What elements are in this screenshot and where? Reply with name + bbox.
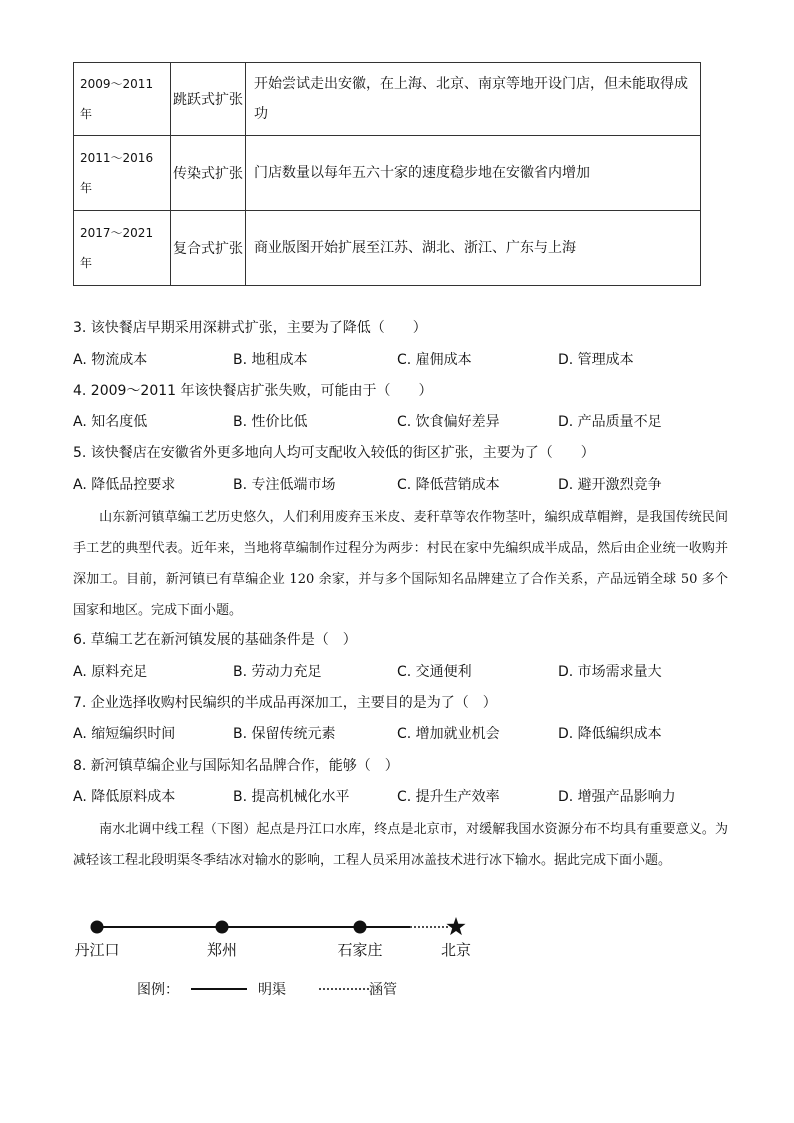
option-b: B. 地租成本 <box>233 352 308 368</box>
passage-1-text: 山东新河镇草编工艺历史悠久，人们利用废弃玉米皮、麦秆草等农作物茎叶，编织成草帽辫，是我国传统民间手工艺的典型代表。近年来，当地将草编制作过程分为两步：村民在家中先编织成半成品，然后由企业统一收购并深加工。目前，新河镇已有草编企业 120 余家，并与多个国际知名品牌建立了合作关系，产品远销全球 50 多个国家和地区。完成下面小题。 <box>73 510 728 618</box>
desc-cell: 门店数量以每年五六十家的速度稳步地在安徽省内增加 <box>246 136 701 211</box>
legend-canal-label: 明渠 <box>258 982 286 998</box>
question-3-options <box>73 350 713 370</box>
dotted-line-icon <box>319 986 369 992</box>
city-label: 北京 <box>440 941 472 959</box>
legend-title: 图例： <box>137 982 179 998</box>
option-c: C. 饮食偏好差异 <box>397 414 500 430</box>
option-a: A. 降低原料成本 <box>73 789 176 805</box>
desc-cell: 开始尝试走出安徽，在上海、北京、南京等地开设门店，但未能取得成功 <box>246 63 701 136</box>
city-dot-danjiangkou <box>91 921 104 934</box>
period-cell: 2011～2016年 <box>74 136 171 211</box>
option-a: A. 知名度低 <box>73 414 148 430</box>
city-label: 丹江口 <box>74 941 120 959</box>
question-8-options <box>73 787 713 807</box>
route-diagram <box>60 905 480 965</box>
option-d: D. 降低编织成本 <box>558 726 662 742</box>
question-6-options <box>73 662 713 682</box>
type-cell: 传染式扩张 <box>171 136 246 211</box>
beijing-star-icon <box>446 917 465 935</box>
map-legend <box>137 980 437 1002</box>
solid-line-icon <box>191 986 247 992</box>
option-d: D. 增强产品影响力 <box>558 789 676 805</box>
option-b: B. 劳动力充足 <box>233 664 322 680</box>
table-row <box>74 136 701 211</box>
reading-passage-2 <box>73 814 728 876</box>
expansion-table <box>73 62 701 286</box>
legend-pipe-label: 涵管 <box>369 982 397 998</box>
option-d: D. 市场需求量大 <box>558 664 662 680</box>
option-c: C. 增加就业机会 <box>397 726 500 742</box>
option-a: A. 降低品控要求 <box>73 477 176 493</box>
option-d: D. 产品质量不足 <box>558 414 662 430</box>
city-dot-zhengzhou <box>216 921 229 934</box>
option-b: B. 专注低端市场 <box>233 477 336 493</box>
question-3-stem: 3. 该快餐店早期采用深耕式扩张，主要为了降低（ ） <box>73 320 427 336</box>
period-cell: 2017～2021年 <box>74 211 171 286</box>
option-a: A. 缩短编织时间 <box>73 726 176 742</box>
type-cell: 复合式扩张 <box>171 211 246 286</box>
question-5-options <box>73 475 713 495</box>
city-label: 郑州 <box>206 941 238 959</box>
option-c: C. 雇佣成本 <box>397 352 472 368</box>
type-cell: 跳跃式扩张 <box>171 63 246 136</box>
desc-cell: 商业版图开始扩展至江苏、湖北、浙江、广东与上海 <box>246 211 701 286</box>
option-a: A. 原料充足 <box>73 664 148 680</box>
table-row <box>74 63 701 136</box>
option-d: D. 管理成本 <box>558 352 634 368</box>
city-label: 石家庄 <box>337 941 383 959</box>
period-cell: 2009～2011年 <box>74 63 171 136</box>
table-row <box>74 211 701 286</box>
question-4-stem: 4. 2009～2011 年该快餐店扩张失败，可能由于（ ） <box>73 383 433 399</box>
option-c: C. 交通便利 <box>397 664 472 680</box>
option-d: D. 避开激烈竞争 <box>558 477 662 493</box>
question-6-stem: 6. 草编工艺在新河镇发展的基础条件是（ ） <box>73 632 357 648</box>
question-7-stem: 7. 企业选择收购村民编织的半成品再深加工，主要目的是为了（ ） <box>73 695 497 711</box>
passage-2-text: 南水北调中线工程（下图）起点是丹江口水库，终点是北京市，对缓解我国水资源分布不均具有重要意义。为减轻该工程北段明渠冬季结冰对输水的影响，工程人员采用冰盖技术进行冰下输水。据此完成下面小题。 <box>73 822 728 868</box>
question-5-stem: 5. 该快餐店在安徽省外更多地向人均可支配收入较低的街区扩张，主要为了（ ） <box>73 445 595 461</box>
option-b: B. 保留传统元素 <box>233 726 336 742</box>
question-8-stem: 8. 新河镇草编企业与国际知名品牌合作，能够（ ） <box>73 758 399 774</box>
city-dot-shijiazhuang <box>354 921 367 934</box>
option-c: C. 提升生产效率 <box>397 789 500 805</box>
reading-passage-1 <box>73 502 728 626</box>
option-c: C. 降低营销成本 <box>397 477 500 493</box>
option-b: B. 提高机械化水平 <box>233 789 350 805</box>
question-4-options <box>73 412 713 432</box>
question-7-options <box>73 724 713 744</box>
option-b: B. 性价比低 <box>233 414 308 430</box>
option-a: A. 物流成本 <box>73 352 148 368</box>
